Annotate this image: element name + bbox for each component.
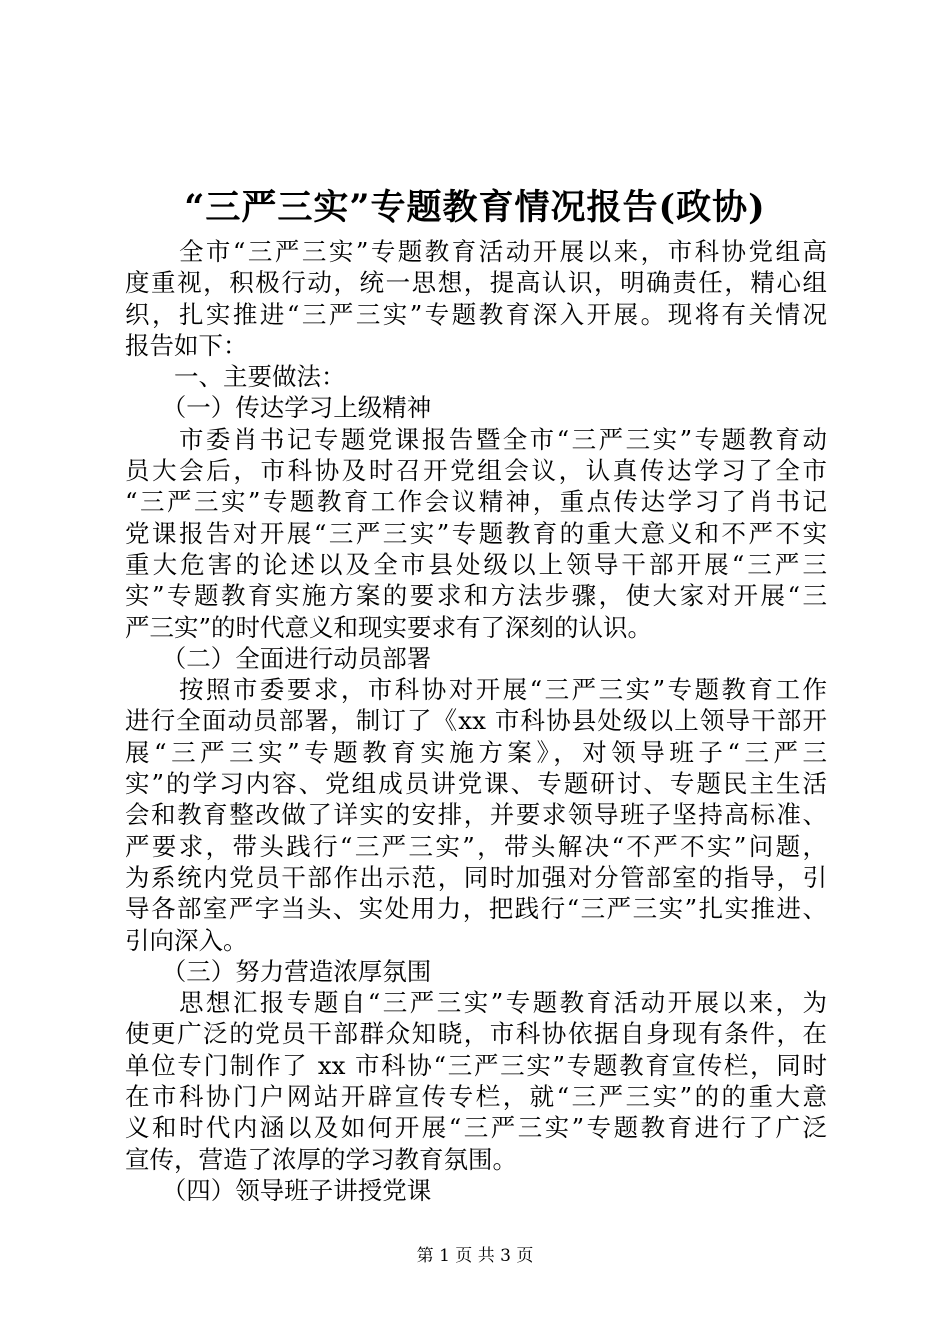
- body-line: “三严三实”专题教育工作会议精神，重点传达学习了肖书记: [125, 487, 827, 517]
- body-line: 度重视，积极行动，统一思想，提高认识，明确责任，精心组: [125, 268, 827, 298]
- body-line: 义和时代内涵以及如何开展“三严三实”专题教育进行了广泛: [125, 1113, 827, 1143]
- body-line: 织，扎实推进“三严三实”专题教育深入开展。现将有关情况: [125, 299, 827, 329]
- body-line: 党课报告对开展“三严三实”专题教育的重大意义和不严不实: [125, 518, 827, 548]
- body-line: 展“三严三实”专题教育实施方案》，对领导班子“三严三: [125, 737, 827, 767]
- body-line: 导各部室严字当头、实处用力，把践行“三严三实”扎实推进、: [125, 894, 827, 924]
- body-line: 进行全面动员部署，制订了《xx 市科协县处级以上领导干部开: [125, 706, 827, 736]
- body-line: 严三实”的时代意义和现实要求有了深刻的认识。: [125, 612, 653, 642]
- body-line: （三）努力营造浓厚氛围: [125, 956, 432, 986]
- body-line: 实”的学习内容、党组成员讲党课、专题研讨、专题民主生活: [125, 769, 827, 799]
- body-line: 为系统内党员干部作出示范，同时加强对分管部室的指导，引: [125, 862, 827, 892]
- body-line: 使更广泛的党员干部群众知晓，市科协依据自身现有条件，在: [125, 1019, 827, 1049]
- body-line: 市委肖书记专题党课报告暨全市“三严三实”专题教育动: [125, 424, 827, 454]
- body-line: 在市科协门户网站开辟宣传专栏，就“三严三实”的的重大意: [125, 1082, 827, 1112]
- body-line: 思想汇报专题自“三严三实”专题教育活动开展以来，为: [125, 988, 827, 1018]
- body-line: 一、主要做法：: [125, 362, 346, 392]
- document-title: “三严三实”专题教育情况报告(政协): [184, 187, 766, 228]
- body-line: 按照市委要求，市科协对开展“三严三实”专题教育工作: [125, 675, 827, 705]
- body-line: 重大危害的论述以及全市县处级以上领导干部开展“三严三: [125, 549, 827, 579]
- body-line: （二）全面进行动员部署: [125, 643, 432, 673]
- body-line: 引向深入。: [125, 925, 248, 955]
- body-line: 严要求，带头践行“三严三实”，带头解决“不严不实”问题，: [125, 831, 827, 861]
- page-footer: 第 1 页 共 3 页: [416, 1246, 534, 1266]
- body-line: 宣传，营造了浓厚的学习教育氛围。: [125, 1144, 517, 1174]
- body-line: （四）领导班子讲授党课: [125, 1175, 432, 1205]
- body-line: 单位专门制作了 xx 市科协“三严三实”专题教育宣传栏，同时: [125, 1050, 827, 1080]
- body-line: 全市“三严三实”专题教育活动开展以来，市科协党组高: [125, 237, 827, 266]
- body-line: （一）传达学习上级精神: [125, 393, 432, 423]
- body-line: 会和教育整改做了详实的安排，并要求领导班子坚持高标准、: [125, 800, 827, 830]
- body-line: 实”专题教育实施方案的要求和方法步骤，使大家对开展“三: [125, 581, 827, 611]
- body-line: 报告如下：: [125, 330, 248, 360]
- document-body: [125, 236, 827, 1206]
- body-line: 员大会后，市科协及时召开党组会议，认真传达学习了全市: [125, 456, 827, 486]
